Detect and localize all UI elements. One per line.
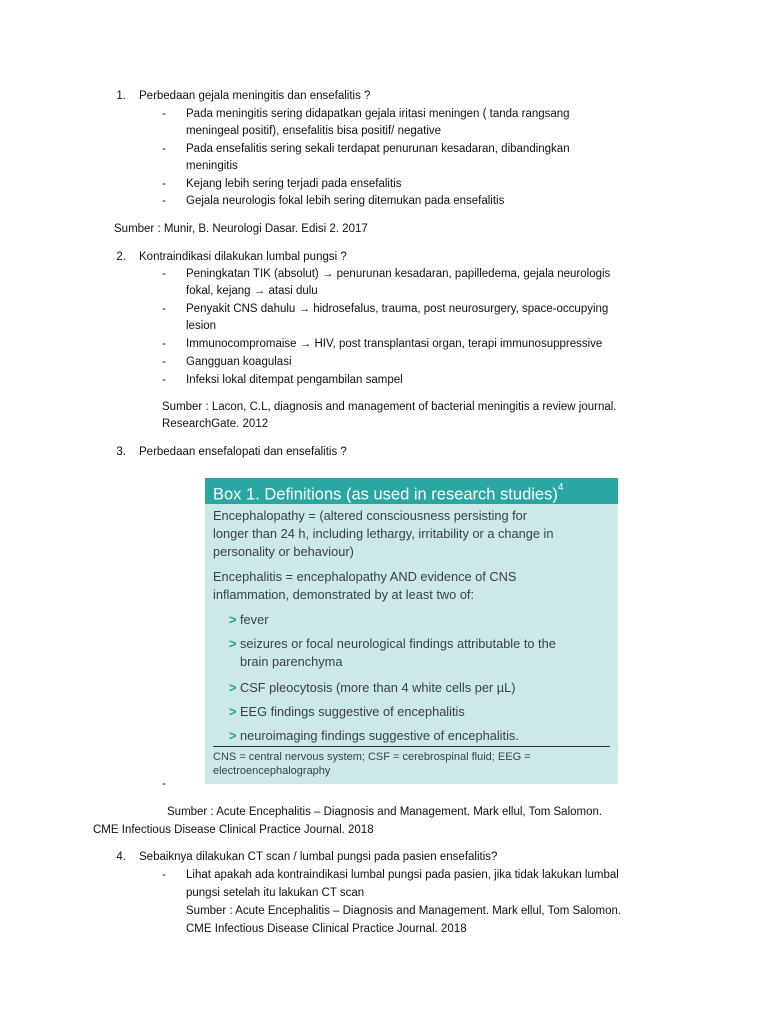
- q1-source: Sumber : Munir, B. Neurologi Dasar. Edisi 2. 2017: [114, 223, 368, 235]
- encephalopathy-line-2: longer than 24 h, including lethargy, irritability or a change in: [213, 526, 554, 541]
- q1-bullet-2-line-2: meningitis: [186, 160, 238, 172]
- criterion-fever: fever: [240, 612, 269, 627]
- list-item-marker: -: [162, 303, 166, 315]
- list-item-marker: -: [162, 356, 166, 368]
- encephalopathy-line-3: personality or behaviour): [213, 544, 354, 559]
- chevron-right-icon: >: [229, 612, 237, 627]
- q4-bullet-line-2: pungsi setelah itu lakukan CT scan: [186, 887, 365, 899]
- criterion-eeg: EEG findings suggestive of encephalitis: [240, 704, 465, 719]
- list-item-marker: -: [162, 178, 166, 190]
- q2-bullet-2-line-1: Penyakit CNS dahulu → hidrosefalus, trauma, post neurosurgery, space-occupying: [186, 303, 609, 315]
- q3-source-line-1: Sumber : Acute Encephalitis – Diagnosis and Management. Mark ellul, Tom Salomon.: [167, 806, 603, 818]
- q3-source-line-2: CME Infectious Disease Clinical Practice Journal. 2018: [93, 824, 374, 836]
- criterion-seizures-line-1: seizures or focal neurological findings attributable to the: [240, 636, 556, 651]
- q1-bullet-1-line-1: Pada meningitis sering didapatkan gejala iritasi meningen ( tanda rangsang: [186, 108, 570, 120]
- chevron-right-icon: >: [229, 636, 237, 651]
- list-item-marker: -: [162, 143, 166, 155]
- q3-number: 3.: [116, 446, 126, 458]
- q2-number: 2.: [116, 251, 126, 263]
- list-item-marker: -: [162, 338, 166, 350]
- box-heading-citation: 4: [557, 482, 564, 493]
- q2-bullet-5: Infeksi lokal ditempat pengambilan sampel: [186, 374, 403, 386]
- list-item-marker: -: [162, 108, 166, 120]
- q2-source-line-2: ResearchGate. 2012: [162, 418, 269, 430]
- encephalitis-line-1: Encephalitis = encephalopathy AND evidence of CNS: [213, 569, 517, 584]
- box-heading-text: Box 1. Definitions (as used in research studies): [213, 485, 558, 504]
- q1-bullet-3: Kejang lebih sering terjadi pada ensefalitis: [186, 178, 402, 190]
- q2-bullet-4: Gangguan koagulasi: [186, 356, 292, 368]
- q4-title: Sebaiknya dilakukan CT scan / lumbal pungsi pada pasien ensefalitis?: [139, 851, 498, 863]
- q4-source-line-2: CME Infectious Disease Clinical Practice Journal. 2018: [186, 923, 467, 935]
- box-footnote-line-1: CNS = central nervous system; CSF = cerebrospinal fluid; EEG =: [213, 751, 531, 763]
- q4-bullet-line-1: Lihat apakah ada kontraindikasi lumbal pungsi pada pasien, jika tidak lakukan lumbal: [186, 869, 619, 881]
- list-item-marker: -: [162, 778, 166, 790]
- box-heading: [205, 478, 618, 504]
- q1-number: 1.: [116, 90, 126, 102]
- q1-bullet-4: Gejala neurologis fokal lebih sering ditemukan pada ensefalitis: [186, 195, 505, 207]
- list-item-marker: -: [162, 195, 166, 207]
- q2-bullet-1-line-1: Peningkatan TIK (absolut) → penurunan kesadaran, papilledema, gejala neurologis: [186, 268, 611, 280]
- criterion-seizures-line-2: brain parenchyma: [240, 654, 343, 669]
- q4-number: 4.: [116, 851, 126, 863]
- q2-bullet-1-line-2: fokal, kejang → atasi dulu: [186, 285, 318, 297]
- criterion-neuroimaging: neuroimaging findings suggestive of encephalitis.: [240, 728, 519, 743]
- q1-bullet-2-line-1: Pada ensefalitis sering sekali terdapat penurunan kesadaran, dibandingkan: [186, 143, 570, 155]
- list-item-marker: -: [162, 268, 166, 280]
- q1-bullet-1-line-2: meningeal positif), ensefalitis bisa positif/ negative: [186, 125, 442, 137]
- q1-title: Perbedaan gejala meningitis dan ensefalitis ?: [139, 90, 371, 102]
- q2-source-line-1: Sumber : Lacon, C.L, diagnosis and management of bacterial meningitis a review journal.: [162, 401, 617, 413]
- box-footnote-line-2: electroencephalography: [213, 765, 331, 777]
- box-divider: [213, 746, 610, 747]
- chevron-right-icon: >: [229, 728, 237, 743]
- chevron-right-icon: >: [229, 680, 237, 695]
- criterion-csf: CSF pleocytosis (more than 4 white cells per µL): [240, 680, 516, 695]
- q3-title: Perbedaan ensefalopati dan ensefalitis ?: [139, 446, 347, 458]
- chevron-right-icon: >: [229, 704, 237, 719]
- definitions-box: [205, 478, 618, 784]
- list-item-marker: -: [162, 374, 166, 386]
- q4-source-line-1: Sumber : Acute Encephalitis – Diagnosis and Management. Mark ellul, Tom Salomon.: [186, 905, 622, 917]
- q2-title: Kontraindikasi dilakukan lumbal pungsi ?: [139, 251, 347, 263]
- list-item-marker: -: [162, 869, 166, 881]
- encephalitis-line-2: inflammation, demonstrated by at least two of:: [213, 587, 475, 602]
- q2-bullet-2-line-2: lesion: [186, 320, 217, 332]
- q2-bullet-3: Immunocompromaise → HIV, post transplantasi organ, terapi immunosuppressive: [186, 338, 603, 350]
- encephalopathy-line-1: Encephalopathy = (altered consciousness persisting for: [213, 508, 528, 523]
